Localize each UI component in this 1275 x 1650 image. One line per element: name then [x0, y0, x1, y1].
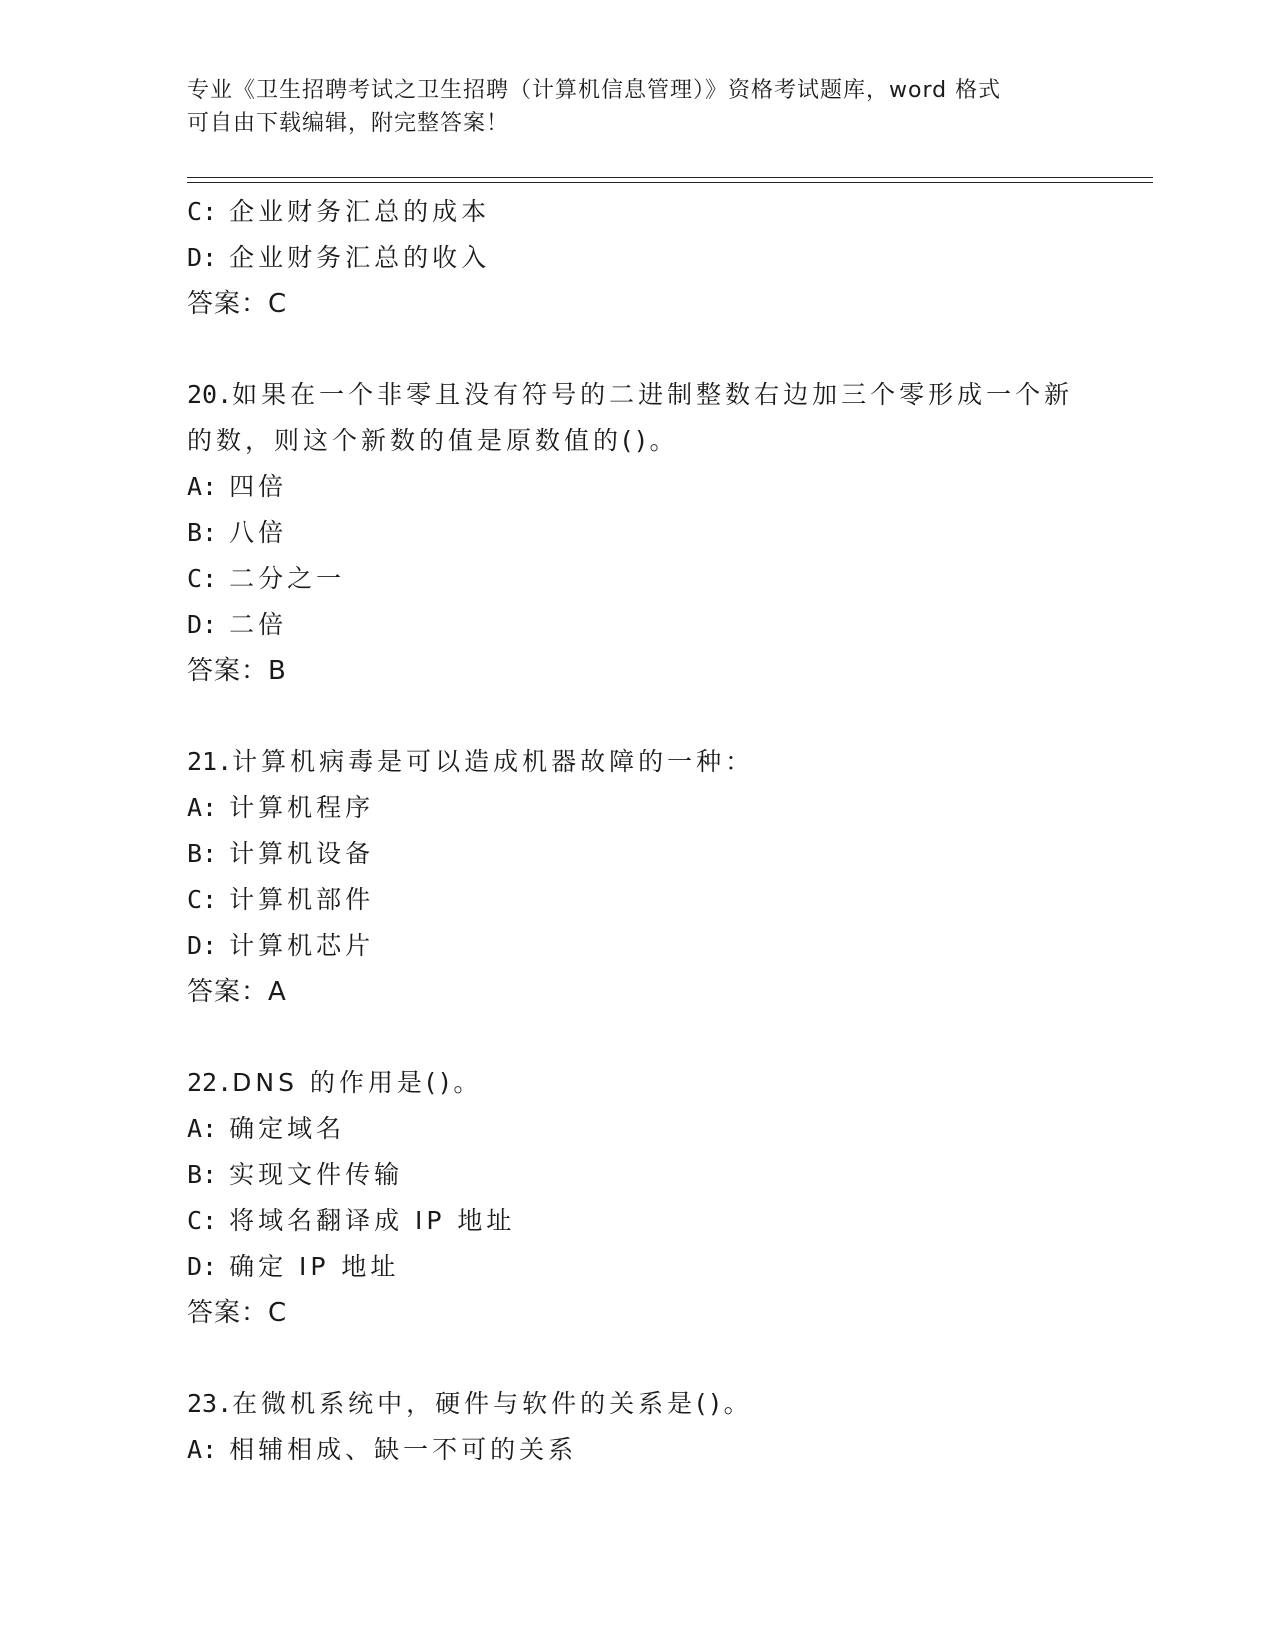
option-text: 确定域名 [229, 1114, 346, 1143]
question-line-1: DNS 的作用是()。 [232, 1068, 483, 1097]
question-line-1: 如果在一个非零且没有符号的二进制整数右边加三个零形成一个新 [232, 380, 1074, 409]
option-b [187, 510, 1147, 556]
option-a [187, 1427, 1147, 1473]
answer-line: 答案：B [187, 656, 287, 686]
option-text: 二倍 [229, 610, 288, 639]
option-prefix: D: [187, 243, 218, 272]
option-text: 计算机程序 [229, 793, 375, 822]
option-c [187, 556, 1147, 602]
question-number: 21. [187, 747, 233, 776]
header-line-2: 可自由下载编辑，附完整答案！ [187, 111, 510, 136]
option-b [187, 1152, 1147, 1198]
option-c [187, 189, 1147, 235]
option-prefix: C: [187, 1206, 218, 1235]
option-prefix: C: [187, 197, 218, 226]
option-text: 相辅相成、缺一不可的关系 [229, 1435, 578, 1464]
question-block [187, 372, 1147, 694]
header-divider-top [187, 177, 1153, 178]
question-number: 22. [187, 1068, 233, 1097]
question-number: 23. [187, 1389, 233, 1418]
option-a [187, 1106, 1147, 1152]
option-d [187, 1244, 1147, 1290]
question-line-1: 计算机病毒是可以造成机器故障的一种： [232, 747, 755, 776]
option-prefix: D: [187, 610, 218, 639]
option-prefix: B: [187, 1160, 218, 1189]
option-prefix: C: [187, 885, 218, 914]
option-b [187, 831, 1147, 877]
option-text: 计算机部件 [229, 885, 375, 914]
option-prefix: A: [187, 1114, 218, 1143]
option-text: 八倍 [229, 518, 288, 547]
header-divider-bottom [187, 182, 1153, 183]
option-text: 计算机芯片 [229, 931, 375, 960]
answer-line: 答案：A [187, 977, 287, 1007]
option-text: 二分之一 [229, 564, 346, 593]
option-c [187, 1198, 1147, 1244]
question-block [187, 1381, 1147, 1473]
question-text [187, 1060, 1147, 1106]
option-prefix: A: [187, 1435, 218, 1464]
question-line-2: 的数，则这个新数的值是原数值的()。 [187, 426, 679, 455]
option-prefix: B: [187, 518, 218, 547]
document-header [187, 74, 1087, 140]
option-prefix: A: [187, 472, 218, 501]
option-text: 四倍 [229, 472, 288, 501]
question-text [187, 1381, 1147, 1427]
option-prefix: D: [187, 931, 218, 960]
question-block [187, 1060, 1147, 1336]
answer-line: 答案：C [187, 289, 288, 319]
option-prefix: C: [187, 564, 218, 593]
option-a [187, 464, 1147, 510]
option-d [187, 235, 1147, 281]
answer-line: 答案：C [187, 1298, 288, 1328]
option-text: 实现文件传输 [229, 1160, 404, 1189]
question-line-1: 在微机系统中，硬件与软件的关系是()。 [232, 1389, 753, 1418]
option-prefix: B: [187, 839, 218, 868]
option-text: 将域名翻译成 IP 地址 [229, 1206, 516, 1235]
option-d [187, 923, 1147, 969]
option-text: 企业财务汇总的收入 [229, 243, 491, 272]
option-c [187, 877, 1147, 923]
question-text [187, 372, 1147, 418]
option-a [187, 785, 1147, 831]
option-prefix: D: [187, 1252, 218, 1281]
question-number: 20. [187, 380, 233, 409]
question-block [187, 189, 1147, 327]
question-list [187, 189, 1147, 1473]
option-text: 企业财务汇总的成本 [229, 197, 491, 226]
question-block [187, 739, 1147, 1015]
option-prefix: A: [187, 793, 218, 822]
question-text [187, 739, 1147, 785]
header-line-1: 专业《卫生招聘考试之卫生招聘（计算机信息管理）》资格考试题库，word 格式 [187, 78, 1002, 103]
option-text: 确定 IP 地址 [229, 1252, 400, 1281]
option-text: 计算机设备 [229, 839, 375, 868]
option-d [187, 602, 1147, 648]
